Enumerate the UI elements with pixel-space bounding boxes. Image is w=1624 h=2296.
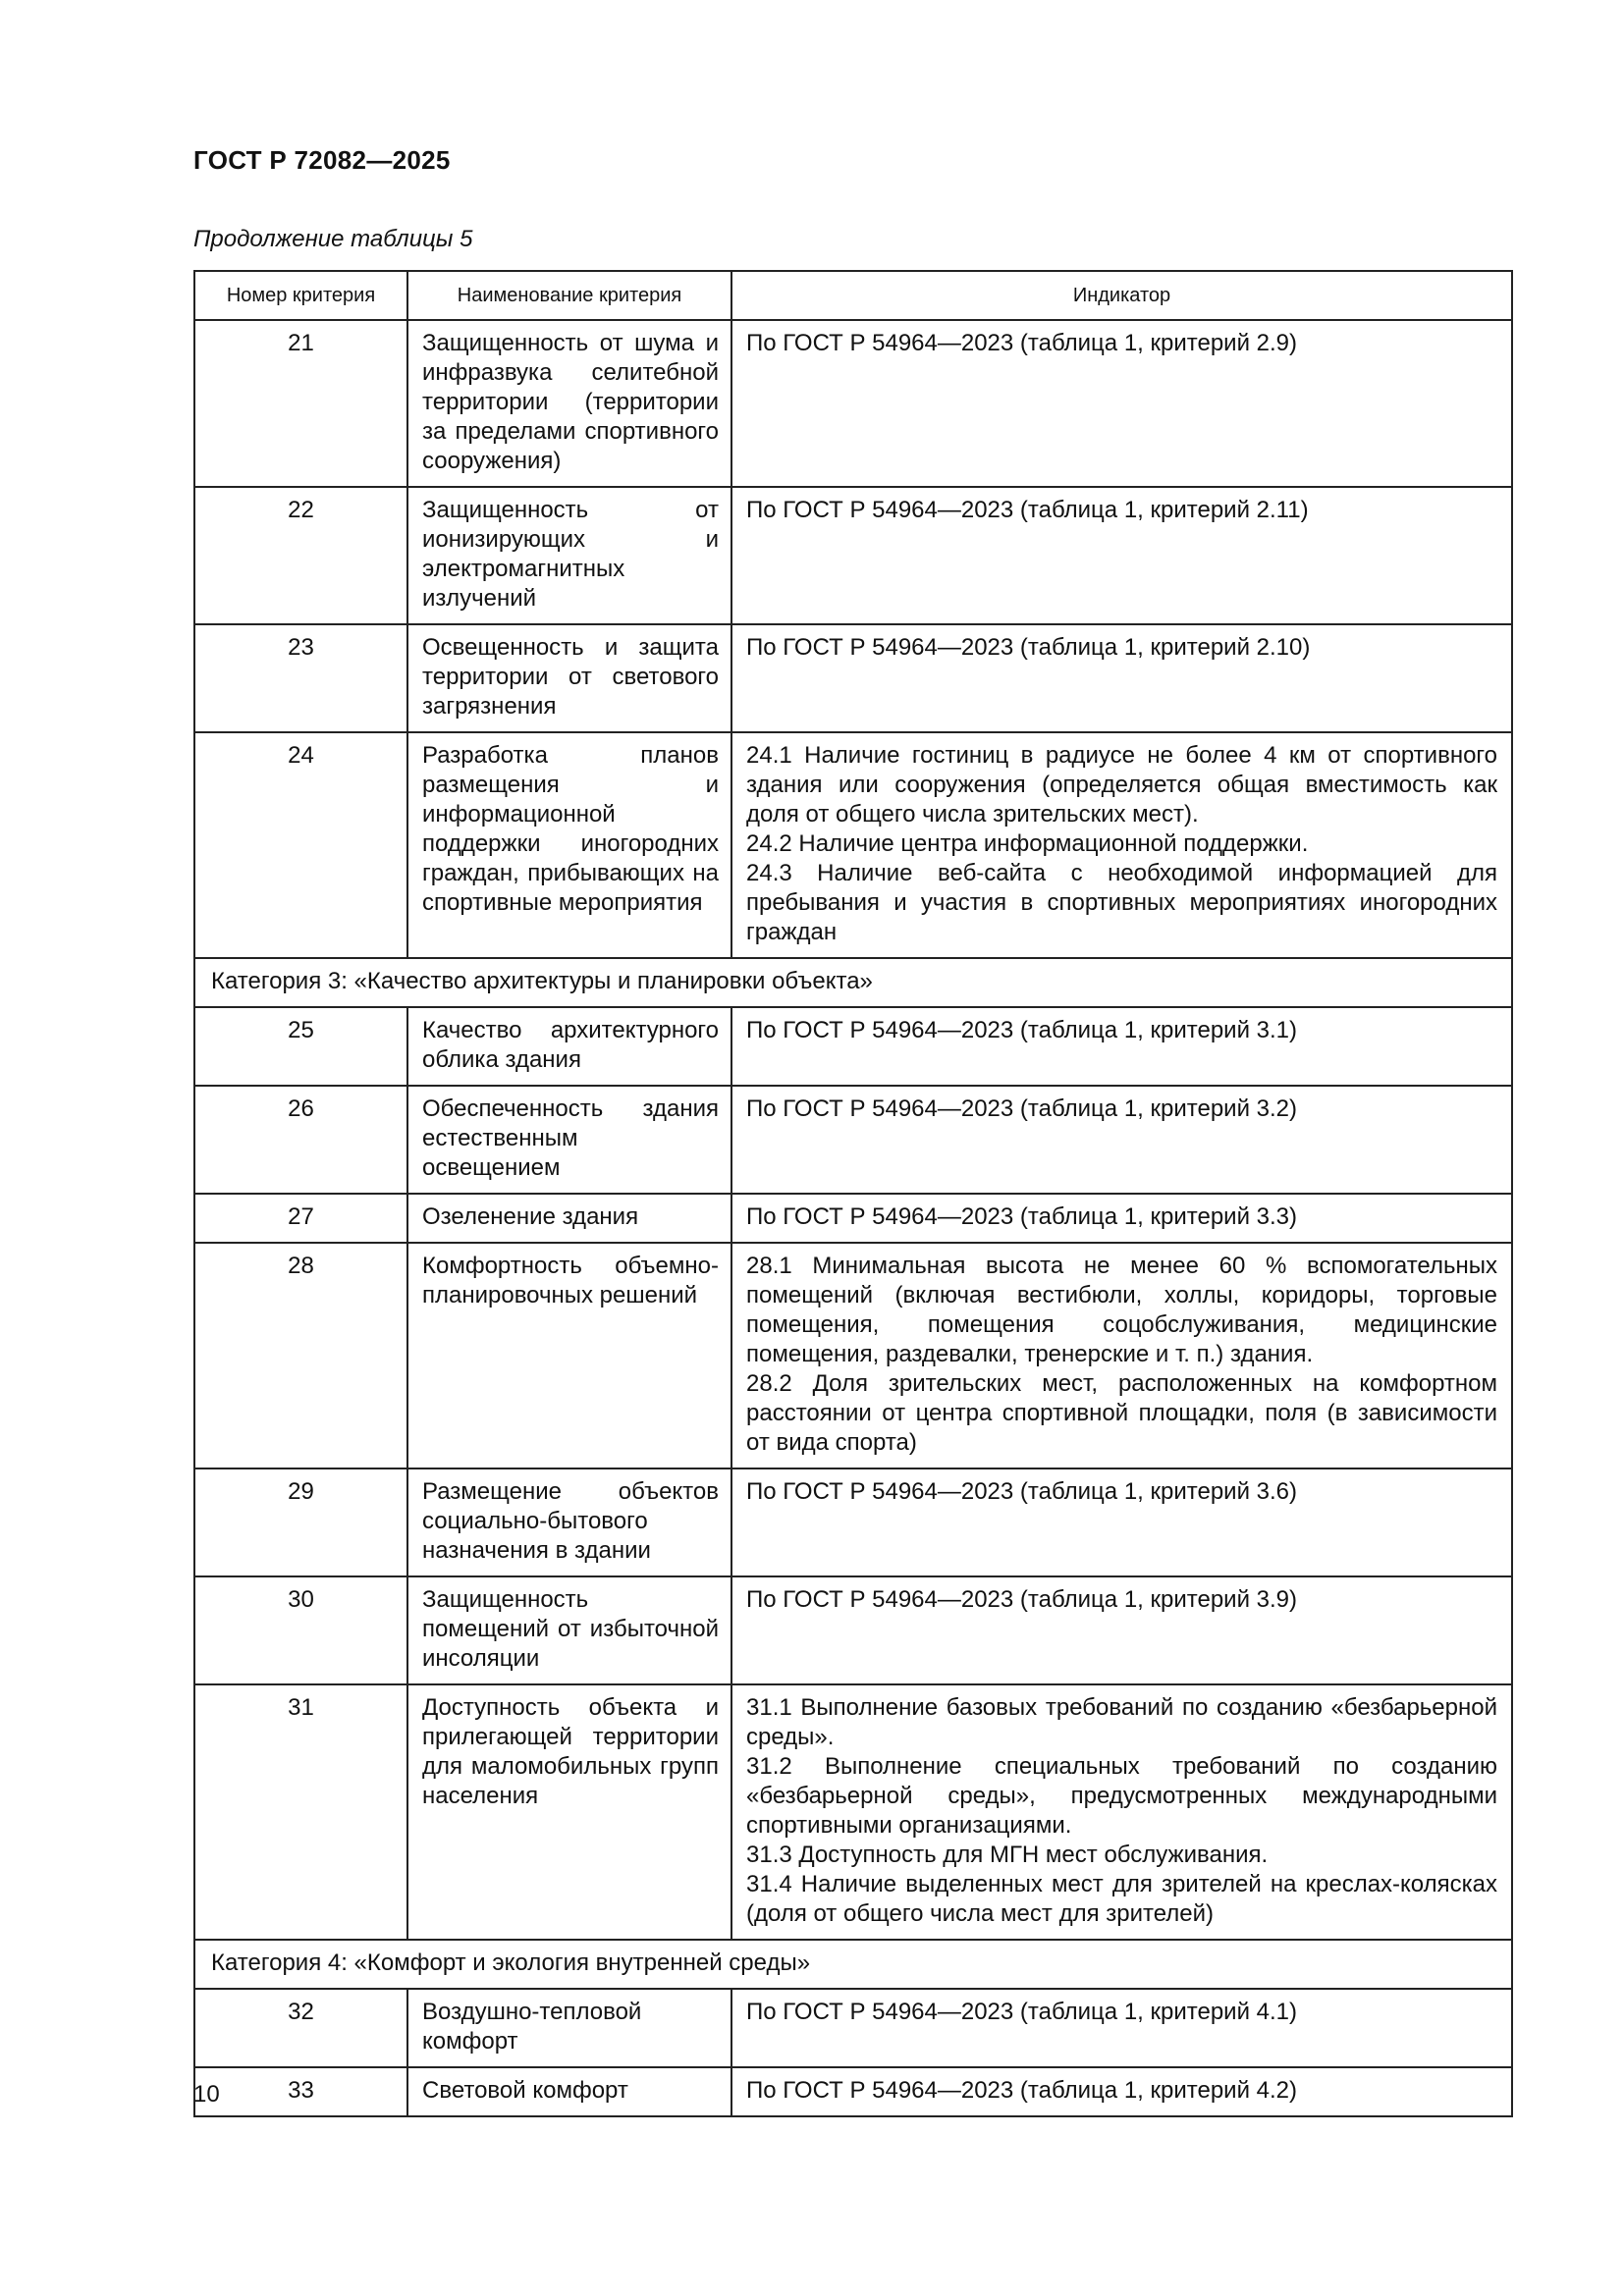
indicator-line: 31.3 Доступность для МГН мест обслуживания. [746,1842,1269,1868]
criterion-number: 22 [194,487,407,624]
criterion-name: Разработка планов размещения и информационной поддержки иногородних граждан, прибывающих на спортивные мероприятия [407,732,731,958]
document-id: ГОСТ Р 72082—2025 [193,145,451,175]
indicator-line: По ГОСТ Р 54964—2023 (таблица 1, критерий 3.6) [746,1478,1298,1505]
table-row [194,1194,1512,1243]
category-row [194,1940,1512,1989]
criterion-indicator [731,1243,1512,1468]
criterion-indicator [731,1194,1512,1243]
column-header-number: Номер критерия [194,271,407,320]
table-row [194,1086,1512,1194]
indicator-line: По ГОСТ Р 54964—2023 (таблица 1, критерий 4.2) [746,2077,1298,2104]
indicator-line: По ГОСТ Р 54964—2023 (таблица 1, критерий 3.3) [746,1203,1298,1230]
criterion-name: Размещение объектов социально-бытового назначения в здании [407,1468,731,1576]
indicator-line: По ГОСТ Р 54964—2023 (таблица 1, критерий 4.1) [746,1999,1298,2025]
criterion-indicator [731,1007,1512,1086]
table-row [194,1243,1512,1468]
indicator-line: 31.1 Выполнение базовых требований по созданию «безбарьерной среды». [746,1694,1497,1750]
category-row [194,958,1512,1007]
indicator-line: По ГОСТ Р 54964—2023 (таблица 1, критерий 2.10) [746,634,1311,661]
table-row [194,320,1512,487]
criterion-indicator [731,1576,1512,1684]
criterion-indicator [731,1468,1512,1576]
indicator-line: 31.2 Выполнение специальных требований по созданию «безбарьерной среды», предусмотренных международными спортивными организациями. [746,1753,1497,1839]
criterion-indicator [731,487,1512,624]
criterion-name: Озеленение здания [407,1194,731,1243]
criterion-number: 33 [194,2067,407,2116]
criterion-name: Защищенность от шума и инфразвука селитебной территории (территории за пределами спортивного сооружения) [407,320,731,487]
table-header-row [194,271,1512,320]
criterion-indicator [731,1684,1512,1940]
criterion-number: 29 [194,1468,407,1576]
criterion-number: 28 [194,1243,407,1468]
table-row [194,2067,1512,2116]
indicator-line: По ГОСТ Р 54964—2023 (таблица 1, критерий 2.9) [746,330,1298,356]
criterion-name: Световой комфорт [407,2067,731,2116]
table-row [194,1684,1512,1940]
criterion-indicator [731,320,1512,487]
column-header-indicator: Индикатор [731,271,1512,320]
criterion-number: 26 [194,1086,407,1194]
indicator-line: 24.1 Наличие гостиниц в радиусе не более 4 км от спортивного здания или сооружения (определяется общая вместимость как доля от общего числа зрительских мест). [746,742,1497,828]
criteria-table [193,270,1513,2117]
indicator-line: 28.1 Минимальная высота не менее 60 % вспомогательных помещений (включая вестибюли, холлы, коридоры, торговые помещения, помещения соцобслуживания, медицинские помещения, раздевалки, тренерские и т. п.) здания. [746,1253,1497,1367]
indicator-line: По ГОСТ Р 54964—2023 (таблица 1, критерий 3.1) [746,1017,1298,1043]
indicator-line: 28.2 Доля зрительских мест, расположенных на комфортном расстоянии от центра спортивной площадки, поля (в зависимости от вида спорта) [746,1370,1497,1456]
criterion-indicator [731,732,1512,958]
page-number: 10 [193,2081,220,2108]
table-row [194,732,1512,958]
criterion-number: 23 [194,624,407,732]
table-row [194,1468,1512,1576]
criterion-indicator [731,1086,1512,1194]
criterion-name: Защищенность помещений от избыточной инсоляции [407,1576,731,1684]
table-row [194,487,1512,624]
table-caption: Продолжение таблицы 5 [193,226,473,252]
indicator-line: По ГОСТ Р 54964—2023 (таблица 1, критерий 3.9) [746,1586,1298,1613]
criterion-indicator [731,1989,1512,2067]
criterion-name: Комфортность объемно-планировочных решений [407,1243,731,1468]
table-body [194,320,1512,2116]
criterion-number: 30 [194,1576,407,1684]
criterion-number: 27 [194,1194,407,1243]
criterion-number: 31 [194,1684,407,1940]
indicator-line: 31.4 Наличие выделенных мест для зрителей на креслах-колясках (доля от общего числа мест для зрителей) [746,1871,1497,1927]
criterion-indicator [731,2067,1512,2116]
criterion-name: Защищенность от ионизирующих и электромагнитных излучений [407,487,731,624]
indicator-line: По ГОСТ Р 54964—2023 (таблица 1, критерий 2.11) [746,497,1309,523]
criterion-name: Обеспеченность здания естественным освещением [407,1086,731,1194]
table-row [194,1007,1512,1086]
table-row [194,1989,1512,2067]
criterion-name: Воздушно-тепловой комфорт [407,1989,731,2067]
criterion-number: 24 [194,732,407,958]
table-row [194,1576,1512,1684]
category-label: Категория 4: «Комфорт и экология внутренней среды» [194,1940,1512,1989]
indicator-line: 24.3 Наличие веб-сайта с необходимой информацией для пребывания и участия в спортивных мероприятиях иногородних граждан [746,860,1497,945]
criterion-name: Качество архитектурного облика здания [407,1007,731,1086]
column-header-name: Наименование критерия [407,271,731,320]
indicator-line: 24.2 Наличие центра информационной поддержки. [746,830,1309,857]
indicator-line: По ГОСТ Р 54964—2023 (таблица 1, критерий 3.2) [746,1095,1298,1122]
criterion-number: 25 [194,1007,407,1086]
category-label: Категория 3: «Качество архитектуры и планировки объекта» [194,958,1512,1007]
criterion-number: 32 [194,1989,407,2067]
table-row [194,624,1512,732]
criterion-indicator [731,624,1512,732]
criterion-name: Доступность объекта и прилегающей территории для маломобильных групп населения [407,1684,731,1940]
criterion-name: Освещенность и защита территории от светового загрязнения [407,624,731,732]
criterion-number: 21 [194,320,407,487]
